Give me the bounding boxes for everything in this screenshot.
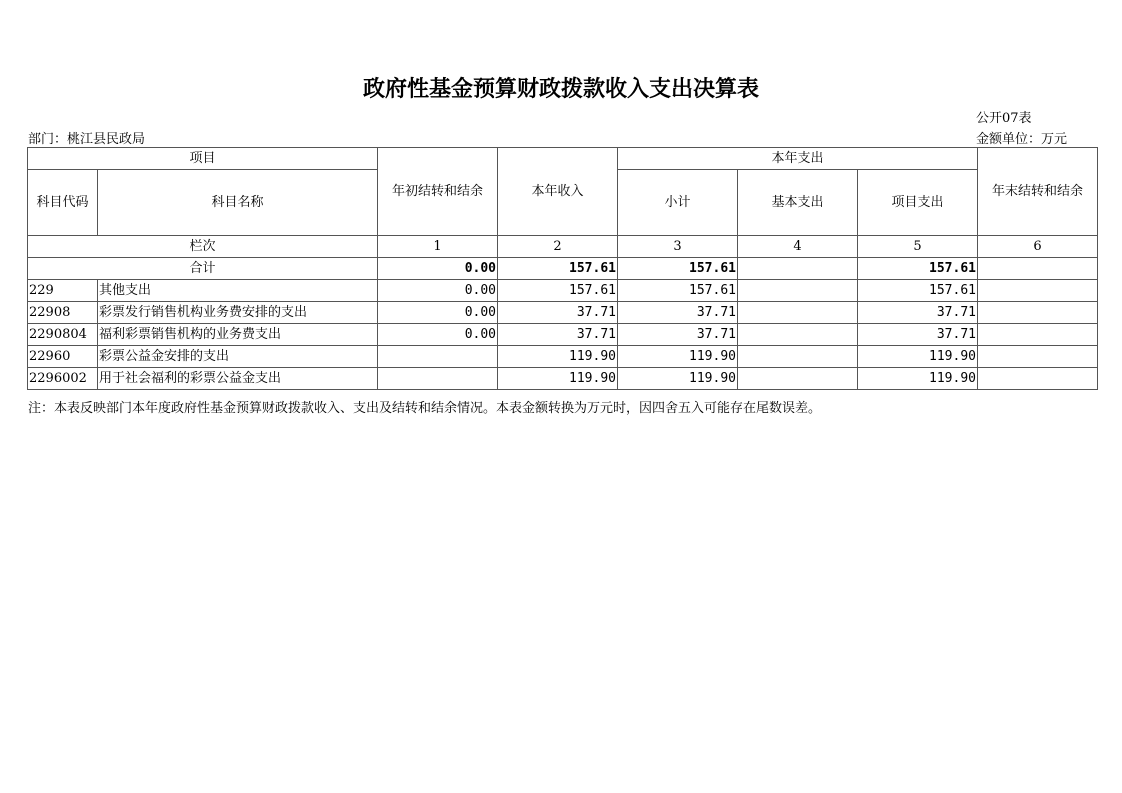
row-name: 用于社会福利的彩票公益金支出 bbox=[98, 368, 378, 390]
row-code: 2296002 bbox=[28, 368, 98, 390]
row-project: 37.71 bbox=[858, 324, 978, 346]
total-basic bbox=[738, 258, 858, 280]
row-subtotal: 37.71 bbox=[618, 324, 738, 346]
col-3: 3 bbox=[618, 236, 738, 258]
header-project: 项目 bbox=[28, 148, 378, 170]
row-income: 119.90 bbox=[498, 346, 618, 368]
row-end bbox=[978, 280, 1098, 302]
row-code: 22908 bbox=[28, 302, 98, 324]
row-project: 157.61 bbox=[858, 280, 978, 302]
header-end-balance: 年末结转和结余 bbox=[978, 148, 1098, 236]
column-index-row bbox=[28, 236, 1098, 258]
header-name: 科目名称 bbox=[98, 170, 378, 236]
footnote: 注：本表反映部门本年度政府性基金预算财政拨款收入、支出及结转和结余情况。本表金额转换为万元时，因四舍五入可能存在尾数误差。 bbox=[28, 401, 822, 416]
page-title: 政府性基金预算财政拨款收入支出决算表 bbox=[362, 77, 759, 102]
row-subtotal: 37.71 bbox=[618, 302, 738, 324]
col-4: 4 bbox=[738, 236, 858, 258]
header-income: 本年收入 bbox=[498, 148, 618, 236]
row-project: 37.71 bbox=[858, 302, 978, 324]
col-1: 1 bbox=[378, 236, 498, 258]
row-subtotal: 119.90 bbox=[618, 368, 738, 390]
table-row bbox=[28, 368, 1098, 390]
row-income: 157.61 bbox=[498, 280, 618, 302]
unit-label: 金额单位：万元 bbox=[976, 132, 1068, 147]
table-row bbox=[28, 280, 1098, 302]
table-row bbox=[28, 302, 1098, 324]
total-begin: 0.00 bbox=[378, 258, 498, 280]
form-number: 公开07表 bbox=[976, 111, 1032, 126]
table-row bbox=[28, 346, 1098, 368]
row-subtotal: 157.61 bbox=[618, 280, 738, 302]
header-basic: 基本支出 bbox=[738, 170, 858, 236]
row-begin bbox=[378, 368, 498, 390]
col-2: 2 bbox=[498, 236, 618, 258]
row-begin: 0.00 bbox=[378, 302, 498, 324]
col-5: 5 bbox=[858, 236, 978, 258]
row-basic bbox=[738, 346, 858, 368]
row-income: 119.90 bbox=[498, 368, 618, 390]
row-basic bbox=[738, 324, 858, 346]
row-basic bbox=[738, 368, 858, 390]
row-income: 37.71 bbox=[498, 302, 618, 324]
total-income: 157.61 bbox=[498, 258, 618, 280]
col-6: 6 bbox=[978, 236, 1098, 258]
row-begin: 0.00 bbox=[378, 324, 498, 346]
row-basic bbox=[738, 280, 858, 302]
row-end bbox=[978, 324, 1098, 346]
row-project: 119.90 bbox=[858, 368, 978, 390]
row-code: 22960 bbox=[28, 346, 98, 368]
total-label: 合计 bbox=[28, 258, 378, 280]
row-income: 37.71 bbox=[498, 324, 618, 346]
row-end bbox=[978, 368, 1098, 390]
department-label: 部门：桃江县民政局 bbox=[28, 132, 146, 147]
row-basic bbox=[738, 302, 858, 324]
row-name: 彩票公益金安排的支出 bbox=[98, 346, 378, 368]
row-code: 2290804 bbox=[28, 324, 98, 346]
col-label: 栏次 bbox=[28, 236, 378, 258]
header-begin-balance: 年初结转和结余 bbox=[378, 148, 498, 236]
row-end bbox=[978, 346, 1098, 368]
total-subtotal: 157.61 bbox=[618, 258, 738, 280]
fund-table bbox=[27, 147, 1098, 390]
row-begin: 0.00 bbox=[378, 280, 498, 302]
row-code: 229 bbox=[28, 280, 98, 302]
total-project: 157.61 bbox=[858, 258, 978, 280]
row-name: 彩票发行销售机构业务费安排的支出 bbox=[98, 302, 378, 324]
row-end bbox=[978, 302, 1098, 324]
header-row-1 bbox=[28, 148, 1098, 170]
header-expense: 本年支出 bbox=[618, 148, 978, 170]
total-end bbox=[978, 258, 1098, 280]
row-begin bbox=[378, 346, 498, 368]
row-project: 119.90 bbox=[858, 346, 978, 368]
row-subtotal: 119.90 bbox=[618, 346, 738, 368]
row-name: 其他支出 bbox=[98, 280, 378, 302]
row-name: 福利彩票销售机构的业务费支出 bbox=[98, 324, 378, 346]
header-code: 科目代码 bbox=[28, 170, 98, 236]
total-row bbox=[28, 258, 1098, 280]
header-project-expense: 项目支出 bbox=[858, 170, 978, 236]
header-subtotal: 小计 bbox=[618, 170, 738, 236]
table-row bbox=[28, 324, 1098, 346]
